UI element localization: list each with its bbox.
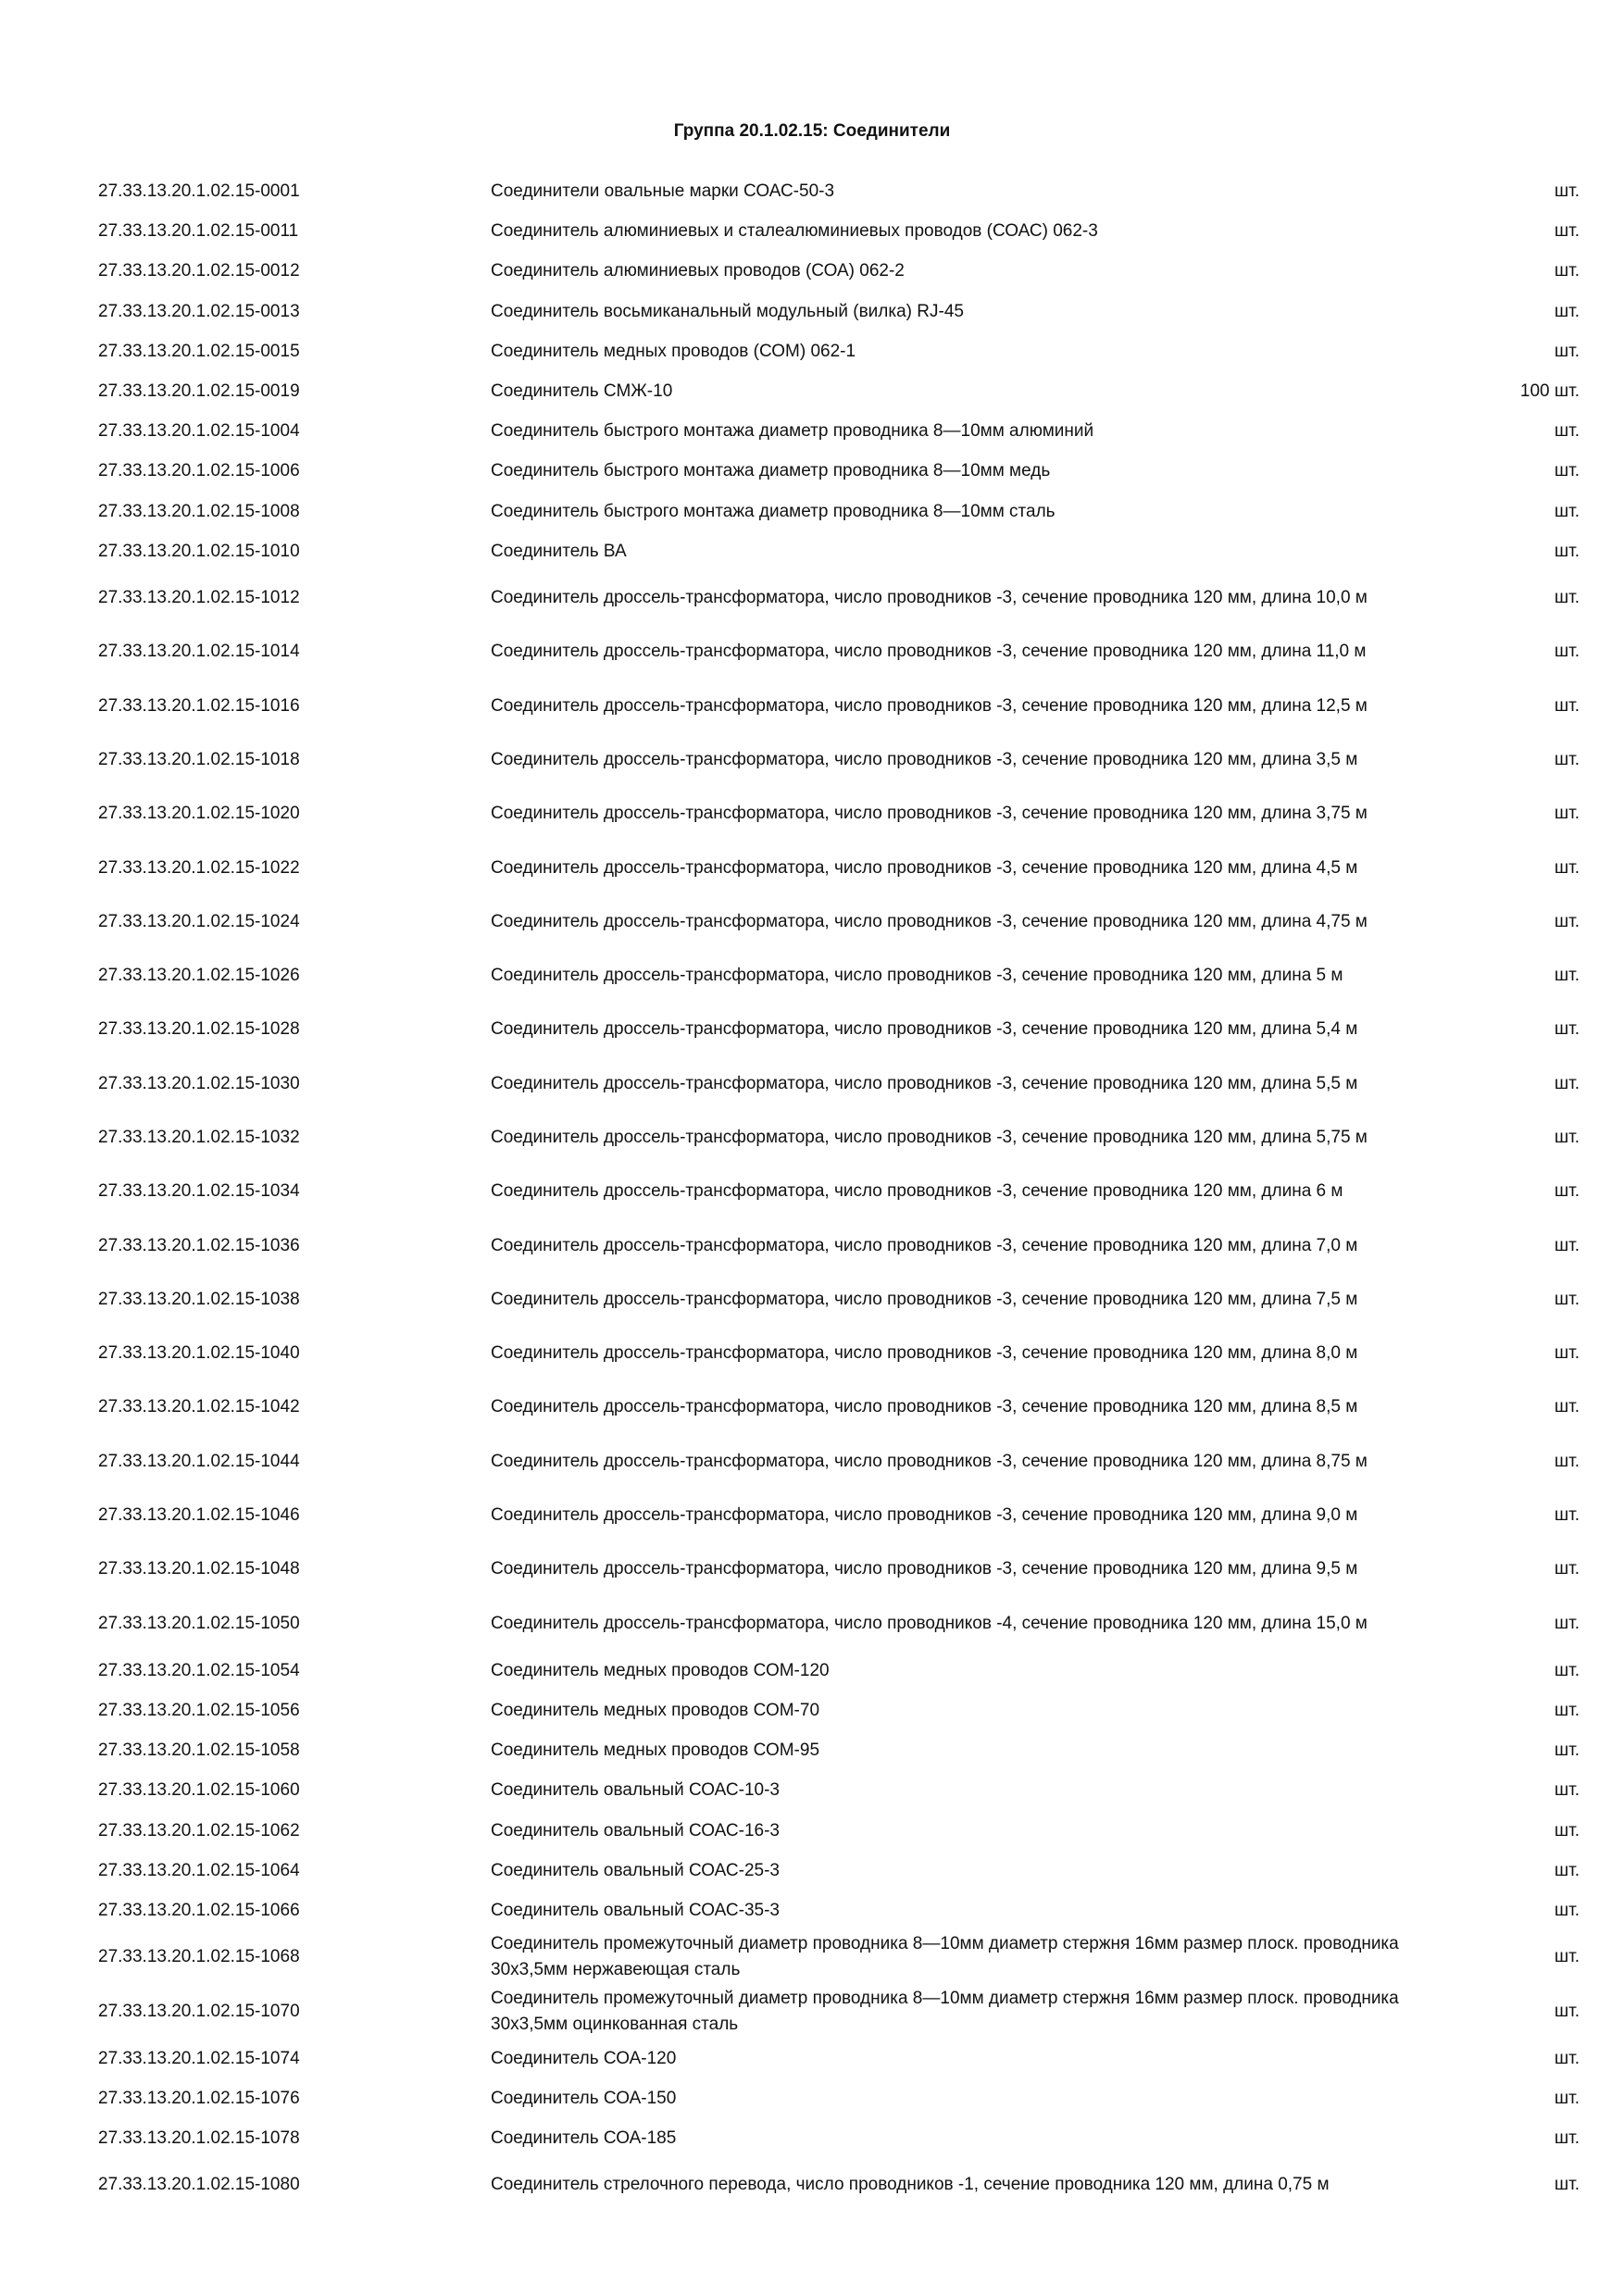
row-unit: шт. (1554, 2001, 1580, 2021)
row-unit: шт. (1554, 1947, 1580, 1967)
row-name: Соединитель восьмиканальный модульный (вилка) RJ-45 (491, 301, 964, 321)
table-row (98, 571, 1580, 625)
table-row (98, 411, 1580, 451)
row-name: Соединитель СОА-185 (491, 2128, 677, 2149)
table-row (98, 625, 1580, 679)
row-code: 27.33.13.20.1.02.15-1080 (98, 2175, 300, 2195)
row-unit: шт. (1554, 1505, 1580, 1526)
table-row (98, 1327, 1580, 1380)
row-name: Соединитель дроссель-трансформатора, число проводников -3, сечение проводника 120 мм, длина 5,5 м (491, 1073, 1358, 1093)
row-name: Соединитель дроссель-трансформатора, число проводников -3, сечение проводника 120 мм, длина 5 м (491, 966, 1343, 986)
table-row (98, 531, 1580, 571)
table-row (98, 949, 1580, 1003)
row-code: 27.33.13.20.1.02.15-1060 (98, 1780, 300, 1801)
row-code: 27.33.13.20.1.02.15-1040 (98, 1343, 300, 1364)
row-code: 27.33.13.20.1.02.15-1022 (98, 857, 300, 878)
row-name: Соединитель дроссель-трансформатора, число проводников -3, сечение проводника 120 мм, длина 6 м (491, 1181, 1343, 1202)
row-unit: шт. (1554, 1397, 1580, 1417)
row-unit: шт. (1554, 2048, 1580, 2068)
row-code: 27.33.13.20.1.02.15-1044 (98, 1451, 300, 1471)
table-row (98, 331, 1580, 371)
table-row (98, 679, 1580, 732)
row-unit: шт. (1554, 221, 1580, 242)
table-row (98, 211, 1580, 251)
row-code: 27.33.13.20.1.02.15-1036 (98, 1235, 300, 1255)
row-name: Соединитель дроссель-трансформатора, число проводников -3, сечение проводника 120 мм, длина 8,0 м (491, 1343, 1358, 1364)
table-row (98, 733, 1580, 787)
row-name: Соединитель овальный СОАС-16-3 (491, 1820, 780, 1841)
table-row (98, 1930, 1580, 1984)
row-unit: шт. (1554, 1019, 1580, 1040)
row-code: 27.33.13.20.1.02.15-1012 (98, 588, 300, 608)
row-code: 27.33.13.20.1.02.15-1008 (98, 501, 300, 521)
row-code: 27.33.13.20.1.02.15-1030 (98, 1073, 300, 1093)
table-row (98, 895, 1580, 949)
row-name: Соединитель дроссель-трансформатора, число проводников -3, сечение проводника 120 мм, длина 5,4 м (491, 1019, 1358, 1040)
row-unit: шт. (1554, 1901, 1580, 1921)
row-name: Соединитель дроссель-трансформатора, число проводников -3, сечение проводника 120 мм, длина 4,75 м (491, 911, 1368, 931)
row-code: 27.33.13.20.1.02.15-1020 (98, 804, 300, 824)
row-name: Соединитель дроссель-трансформатора, число проводников -3, сечение проводника 120 мм, длина 7,0 м (491, 1235, 1358, 1255)
table-row (98, 1770, 1580, 1810)
row-name: Соединитель дроссель-трансформатора, число проводников -3, сечение проводника 120 мм, длина 12,5 м (491, 695, 1368, 716)
row-unit: шт. (1554, 1073, 1580, 1093)
row-unit: шт. (1554, 588, 1580, 608)
row-name: Соединитель медных проводов СОМ-95 (491, 1741, 820, 1761)
row-name: Соединитель дроссель-трансформатора, число проводников -3, сечение проводника 120 мм, длина 8,5 м (491, 1397, 1358, 1417)
row-code: 27.33.13.20.1.02.15-1058 (98, 1741, 300, 1761)
table-row (98, 371, 1580, 411)
row-unit: шт. (1554, 966, 1580, 986)
row-name: Соединитель овальный СОАС-10-3 (491, 1780, 780, 1801)
row-unit: шт. (1554, 804, 1580, 824)
table-row (98, 1811, 1580, 1851)
table-row (98, 1165, 1580, 1218)
table-row (98, 841, 1580, 894)
row-unit: шт. (1554, 301, 1580, 321)
row-name: Соединитель промежуточный диаметр проводника 8—10мм диаметр стержня 16мм размер плоск. проводника 30х3,5мм нержавеющая сталь (491, 1934, 1399, 1980)
row-unit: шт. (1554, 1860, 1580, 1880)
row-name: Соединитель медных проводов (СОМ) 062-1 (491, 341, 856, 361)
row-name: Соединитель дроссель-трансформатора, число проводников -3, сечение проводника 120 мм, длина 10,0 м (491, 588, 1368, 608)
group-title: Группа 20.1.02.15: Соединители (673, 121, 951, 141)
table-row (98, 2158, 1580, 2212)
row-code: 27.33.13.20.1.02.15-1048 (98, 1559, 300, 1579)
row-name: Соединитель дроссель-трансформатора, число проводников -4, сечение проводника 120 мм, длина 15,0 м (491, 1613, 1368, 1633)
row-code: 27.33.13.20.1.02.15-1068 (98, 1947, 300, 1967)
row-name: Соединитель СОА-120 (491, 2048, 677, 2068)
table-row (98, 171, 1580, 211)
table-row (98, 1489, 1580, 1542)
row-unit: шт. (1554, 1559, 1580, 1579)
row-name: Соединитель СОА-150 (491, 2089, 677, 2108)
row-unit: шт. (1554, 541, 1580, 561)
row-name: Соединитель дроссель-трансформатора, число проводников -3, сечение проводника 120 мм, длина 5,75 м (491, 1127, 1368, 1147)
table-row (98, 1851, 1580, 1890)
table-row (98, 1890, 1580, 1930)
row-code: 27.33.13.20.1.02.15-1004 (98, 421, 300, 442)
table-row (98, 292, 1580, 331)
row-unit: шт. (1554, 857, 1580, 878)
table-row (98, 1542, 1580, 1596)
row-code: 27.33.13.20.1.02.15-1064 (98, 1860, 300, 1880)
row-unit: шт. (1554, 1289, 1580, 1309)
row-unit: 100 шт. (1519, 381, 1580, 402)
row-unit: шт. (1554, 642, 1580, 662)
catalog-table (98, 171, 1580, 2213)
row-unit: шт. (1554, 421, 1580, 442)
table-row (98, 1380, 1580, 1434)
row-code: 27.33.13.20.1.02.15-1034 (98, 1181, 300, 1202)
row-code: 27.33.13.20.1.02.15-1054 (98, 1660, 300, 1680)
row-code: 27.33.13.20.1.02.15-1050 (98, 1613, 300, 1633)
row-unit: шт. (1554, 341, 1580, 361)
row-code: 27.33.13.20.1.02.15-1024 (98, 911, 300, 931)
row-name: Соединитель ВА (491, 541, 627, 561)
row-name: Соединитель овальный СОАС-25-3 (491, 1860, 780, 1880)
row-code: 27.33.13.20.1.02.15-0013 (98, 301, 300, 321)
row-code: 27.33.13.20.1.02.15-1026 (98, 966, 300, 986)
row-name: Соединитель промежуточный диаметр проводника 8—10мм диаметр стержня 16мм размер плоск. проводника 30х3,5мм оцинкованная сталь (491, 1988, 1399, 2034)
row-name: Соединитель алюминиевых и сталеалюминиевых проводов (СОАС) 062-3 (491, 221, 1098, 242)
table-row (98, 1984, 1580, 2038)
table-row (98, 2078, 1580, 2118)
row-code: 27.33.13.20.1.02.15-0015 (98, 341, 300, 361)
row-code: 27.33.13.20.1.02.15-1076 (98, 2089, 300, 2108)
table-row (98, 1218, 1580, 1272)
row-code: 27.33.13.20.1.02.15-0011 (98, 221, 299, 242)
row-unit: шт. (1554, 695, 1580, 716)
row-name: Соединитель медных проводов СОМ-70 (491, 1701, 820, 1721)
row-unit: шт. (1554, 1451, 1580, 1471)
row-code: 27.33.13.20.1.02.15-1016 (98, 695, 300, 716)
row-unit: шт. (1554, 1343, 1580, 1364)
row-code: 27.33.13.20.1.02.15-1066 (98, 1901, 300, 1921)
row-code: 27.33.13.20.1.02.15-1078 (98, 2128, 300, 2149)
row-code: 27.33.13.20.1.02.15-1032 (98, 1127, 300, 1147)
row-code: 27.33.13.20.1.02.15-1042 (98, 1397, 300, 1417)
row-name: Соединитель стрелочного перевода, число проводников -1, сечение проводника 120 мм, длина 0,75 м (491, 2175, 1330, 2195)
row-code: 27.33.13.20.1.02.15-1046 (98, 1505, 300, 1526)
row-code: 27.33.13.20.1.02.15-1056 (98, 1701, 300, 1721)
row-unit: шт. (1554, 1127, 1580, 1147)
table-row (98, 492, 1580, 531)
table-row (98, 251, 1580, 291)
row-unit: шт. (1554, 2128, 1580, 2149)
row-code: 27.33.13.20.1.02.15-0019 (98, 381, 300, 402)
row-name: Соединитель дроссель-трансформатора, число проводников -3, сечение проводника 120 мм, длина 9,5 м (491, 1559, 1358, 1579)
row-code: 27.33.13.20.1.02.15-1018 (98, 749, 300, 769)
row-code: 27.33.13.20.1.02.15-1062 (98, 1820, 300, 1841)
row-unit: шт. (1554, 1181, 1580, 1202)
table-row (98, 1111, 1580, 1165)
row-code: 27.33.13.20.1.02.15-1006 (98, 461, 300, 481)
table-row (98, 1597, 1580, 1651)
row-code: 27.33.13.20.1.02.15-1014 (98, 642, 300, 662)
row-code: 27.33.13.20.1.02.15-1074 (98, 2048, 300, 2068)
row-name: Соединитель дроссель-трансформатора, число проводников -3, сечение проводника 120 мм, длина 4,5 м (491, 857, 1358, 878)
row-code: 27.33.13.20.1.02.15-1028 (98, 1019, 300, 1040)
row-name: Соединитель дроссель-трансформатора, число проводников -3, сечение проводника 120 мм, длина 8,75 м (491, 1451, 1368, 1471)
table-row (98, 787, 1580, 841)
row-unit: шт. (1554, 501, 1580, 521)
row-unit: шт. (1554, 1235, 1580, 1255)
row-code: 27.33.13.20.1.02.15-0001 (98, 181, 300, 202)
row-unit: шт. (1554, 1701, 1580, 1721)
row-name: Соединитель дроссель-трансформатора, число проводников -3, сечение проводника 120 мм, длина 11,0 м (491, 642, 1367, 662)
table-row (98, 1057, 1580, 1111)
row-name: Соединитель СМЖ-10 (491, 381, 673, 402)
row-name: Соединитель дроссель-трансформатора, число проводников -3, сечение проводника 120 мм, длина 9,0 м (491, 1505, 1358, 1526)
row-unit: шт. (1554, 1741, 1580, 1761)
row-name: Соединитель дроссель-трансформатора, число проводников -3, сечение проводника 120 мм, длина 3,5 м (491, 749, 1358, 769)
row-unit: шт. (1554, 2175, 1580, 2195)
table-row (98, 2039, 1580, 2078)
row-name: Соединитель быстрого монтажа диаметр проводника 8—10мм сталь (491, 501, 1056, 521)
table-row (98, 1691, 1580, 1730)
row-code: 27.33.13.20.1.02.15-1038 (98, 1289, 300, 1309)
row-unit: шт. (1554, 2089, 1580, 2108)
table-row (98, 1435, 1580, 1489)
table-row (98, 1730, 1580, 1770)
row-name: Соединители овальные марки СОАС-50-3 (491, 181, 835, 202)
row-name: Соединитель дроссель-трансформатора, число проводников -3, сечение проводника 120 мм, длина 3,75 м (491, 804, 1368, 824)
table-row (98, 1273, 1580, 1327)
row-unit: шт. (1554, 1780, 1580, 1801)
row-name: Соединитель алюминиевых проводов (СОА) 062-2 (491, 261, 905, 281)
table-row (98, 1651, 1580, 1691)
row-unit: шт. (1554, 1820, 1580, 1841)
row-name: Соединитель быстрого монтажа диаметр проводника 8—10мм алюминий (491, 421, 1094, 442)
row-unit: шт. (1554, 1660, 1580, 1680)
row-name: Соединитель быстрого монтажа диаметр проводника 8—10мм медь (491, 461, 1051, 481)
row-unit: шт. (1554, 261, 1580, 281)
row-unit: шт. (1554, 461, 1580, 481)
table-row (98, 2118, 1580, 2158)
table-row (98, 451, 1580, 491)
row-name: Соединитель дроссель-трансформатора, число проводников -3, сечение проводника 120 мм, длина 7,5 м (491, 1289, 1358, 1309)
row-unit: шт. (1554, 1613, 1580, 1633)
table-row (98, 1003, 1580, 1056)
row-code: 27.33.13.20.1.02.15-1010 (98, 541, 300, 561)
row-unit: шт. (1554, 911, 1580, 931)
row-name: Соединитель овальный СОАС-35-3 (491, 1901, 780, 1921)
row-unit: шт. (1554, 749, 1580, 769)
row-code: 27.33.13.20.1.02.15-0012 (98, 261, 300, 281)
row-code: 27.33.13.20.1.02.15-1070 (98, 2001, 300, 2021)
row-unit: шт. (1554, 181, 1580, 202)
row-name: Соединитель медных проводов СОМ-120 (491, 1660, 830, 1680)
